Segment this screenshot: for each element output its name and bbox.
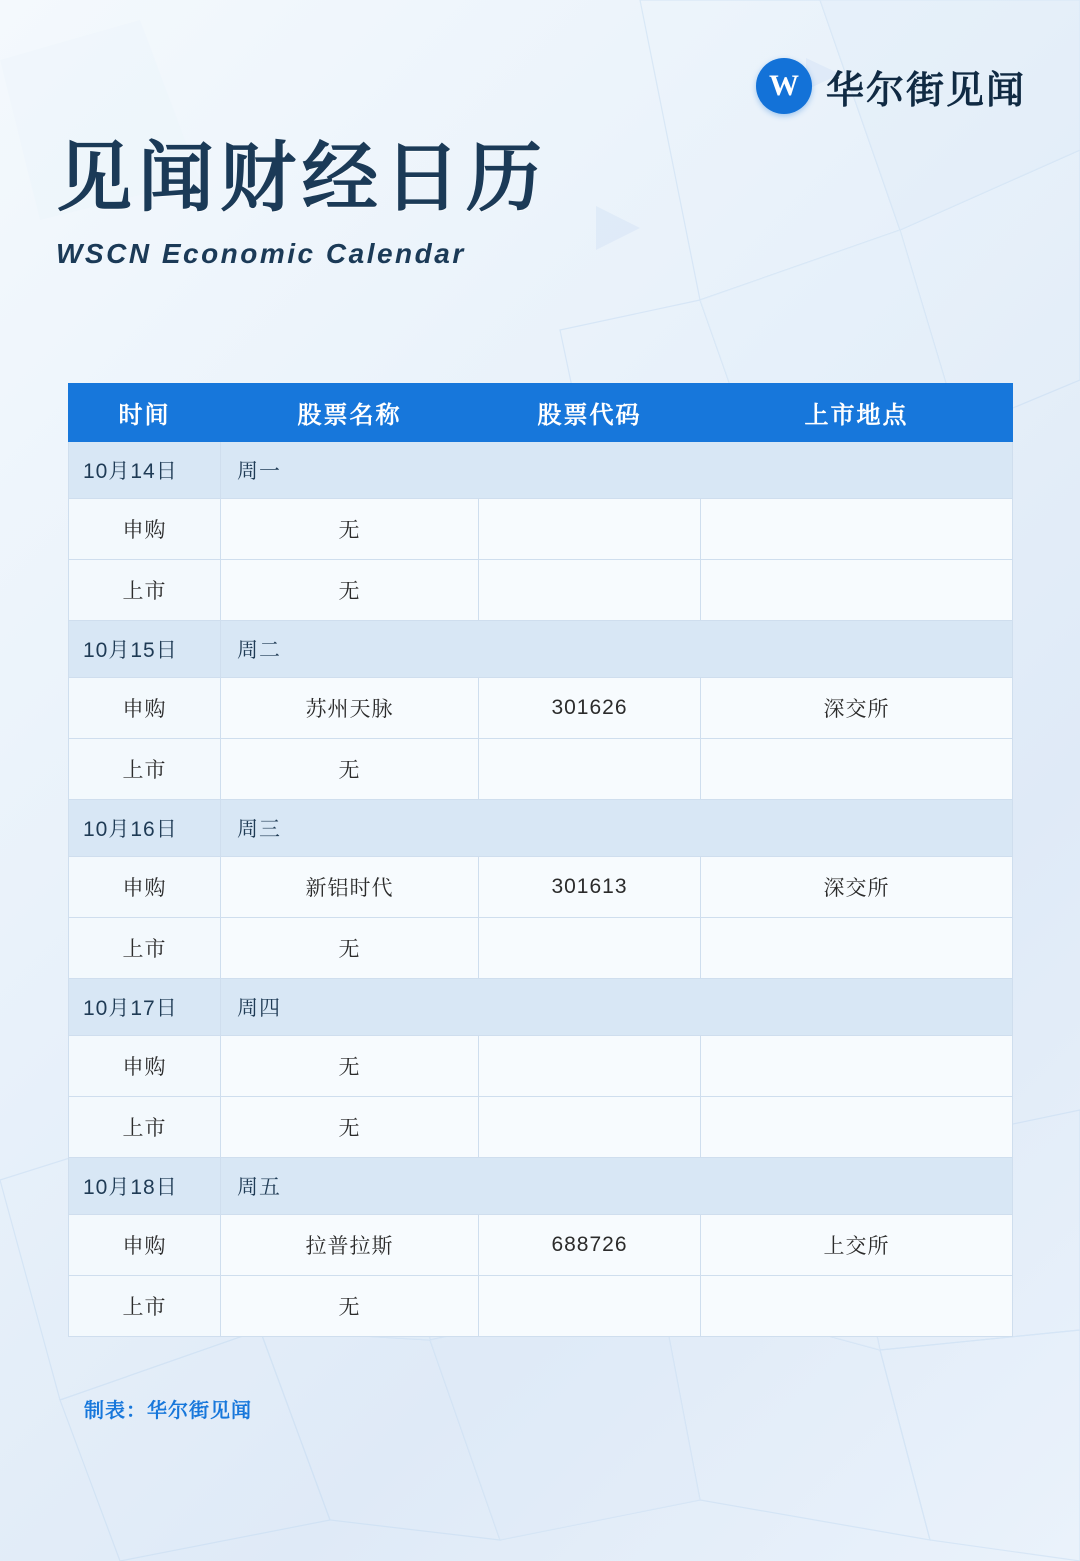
cell-stock-code <box>479 1097 701 1158</box>
row-type-label: 上市 <box>69 739 221 800</box>
page-title: 见闻财经日历 <box>56 133 548 222</box>
cell-stock-name: 无 <box>221 499 479 560</box>
date-label: 10月17日 <box>69 979 221 1036</box>
weekday-label: 周五 <box>221 1158 1013 1215</box>
cell-stock-name: 无 <box>221 1036 479 1097</box>
page-subtitle: WSCN Economic Calendar <box>56 238 466 269</box>
row-type-label: 上市 <box>69 560 221 621</box>
column-header-stock-name: 股票名称 <box>221 384 479 442</box>
cell-listing-venue <box>701 560 1013 621</box>
cell-stock-name: 无 <box>221 918 479 979</box>
cell-stock-name: 无 <box>221 1276 479 1337</box>
cell-stock-code <box>479 918 701 979</box>
cell-listing-venue: 上交所 <box>701 1215 1013 1276</box>
weekday-label: 周三 <box>221 800 1013 857</box>
table-row <box>69 560 1013 621</box>
date-label: 10月16日 <box>69 800 221 857</box>
brand-logo <box>756 58 1026 114</box>
cell-stock-code <box>479 739 701 800</box>
date-row <box>69 800 1013 857</box>
cell-listing-venue <box>701 1036 1013 1097</box>
cell-stock-name: 苏州天脉 <box>221 678 479 739</box>
cell-stock-code <box>479 1276 701 1337</box>
brand-name: 华尔街见闻 <box>825 67 1026 112</box>
table-row <box>69 1215 1013 1276</box>
table-row <box>69 918 1013 979</box>
cell-stock-name: 新铝时代 <box>221 857 479 918</box>
column-header-time: 时间 <box>69 384 221 442</box>
row-type-label: 上市 <box>69 1276 221 1337</box>
cell-listing-venue: 深交所 <box>701 857 1013 918</box>
row-type-label: 上市 <box>69 1097 221 1158</box>
cell-stock-code <box>479 560 701 621</box>
row-type-label: 上市 <box>69 918 221 979</box>
row-type-label: 申购 <box>69 678 221 739</box>
weekday-label: 周四 <box>221 979 1013 1036</box>
date-row <box>69 442 1013 499</box>
cell-stock-name: 无 <box>221 1097 479 1158</box>
weekday-label: 周二 <box>221 621 1013 678</box>
table-row <box>69 739 1013 800</box>
row-type-label: 申购 <box>69 499 221 560</box>
column-header-listing-venue: 上市地点 <box>701 384 1013 442</box>
column-header-stock-code: 股票代码 <box>479 384 701 442</box>
date-row <box>69 979 1013 1036</box>
row-type-label: 申购 <box>69 1215 221 1276</box>
wscn-logo-icon: W <box>756 58 812 114</box>
date-label: 10月18日 <box>69 1158 221 1215</box>
table-row <box>69 1276 1013 1337</box>
row-type-label: 申购 <box>69 1036 221 1097</box>
table-header-row <box>69 384 1013 442</box>
cell-listing-venue <box>701 918 1013 979</box>
cell-stock-code <box>479 499 701 560</box>
table-row <box>69 499 1013 560</box>
cell-stock-code: 688726 <box>479 1215 701 1276</box>
cell-stock-name: 拉普拉斯 <box>221 1215 479 1276</box>
table-row <box>69 1036 1013 1097</box>
table-row <box>69 678 1013 739</box>
date-label: 10月14日 <box>69 442 221 499</box>
row-type-label: 申购 <box>69 857 221 918</box>
table-header <box>69 384 1013 442</box>
date-row <box>69 621 1013 678</box>
ipo-calendar-table <box>68 383 1012 1337</box>
cell-stock-code: 301613 <box>479 857 701 918</box>
cell-stock-code <box>479 1036 701 1097</box>
calendar-table <box>68 383 1013 1337</box>
cell-stock-name: 无 <box>221 560 479 621</box>
cell-listing-venue <box>701 1097 1013 1158</box>
cell-listing-venue <box>701 739 1013 800</box>
poster-header <box>0 133 1080 340</box>
date-row <box>69 1158 1013 1215</box>
table-row <box>69 1097 1013 1158</box>
table-row <box>69 857 1013 918</box>
cell-listing-venue <box>701 499 1013 560</box>
cell-stock-name: 无 <box>221 739 479 800</box>
cell-listing-venue: 深交所 <box>701 678 1013 739</box>
table-body <box>69 442 1013 1337</box>
date-label: 10月15日 <box>69 621 221 678</box>
source-note: 制表：华尔街见闻 <box>84 1400 252 1422</box>
weekday-label: 周一 <box>221 442 1013 499</box>
cell-stock-code: 301626 <box>479 678 701 739</box>
cell-listing-venue <box>701 1276 1013 1337</box>
